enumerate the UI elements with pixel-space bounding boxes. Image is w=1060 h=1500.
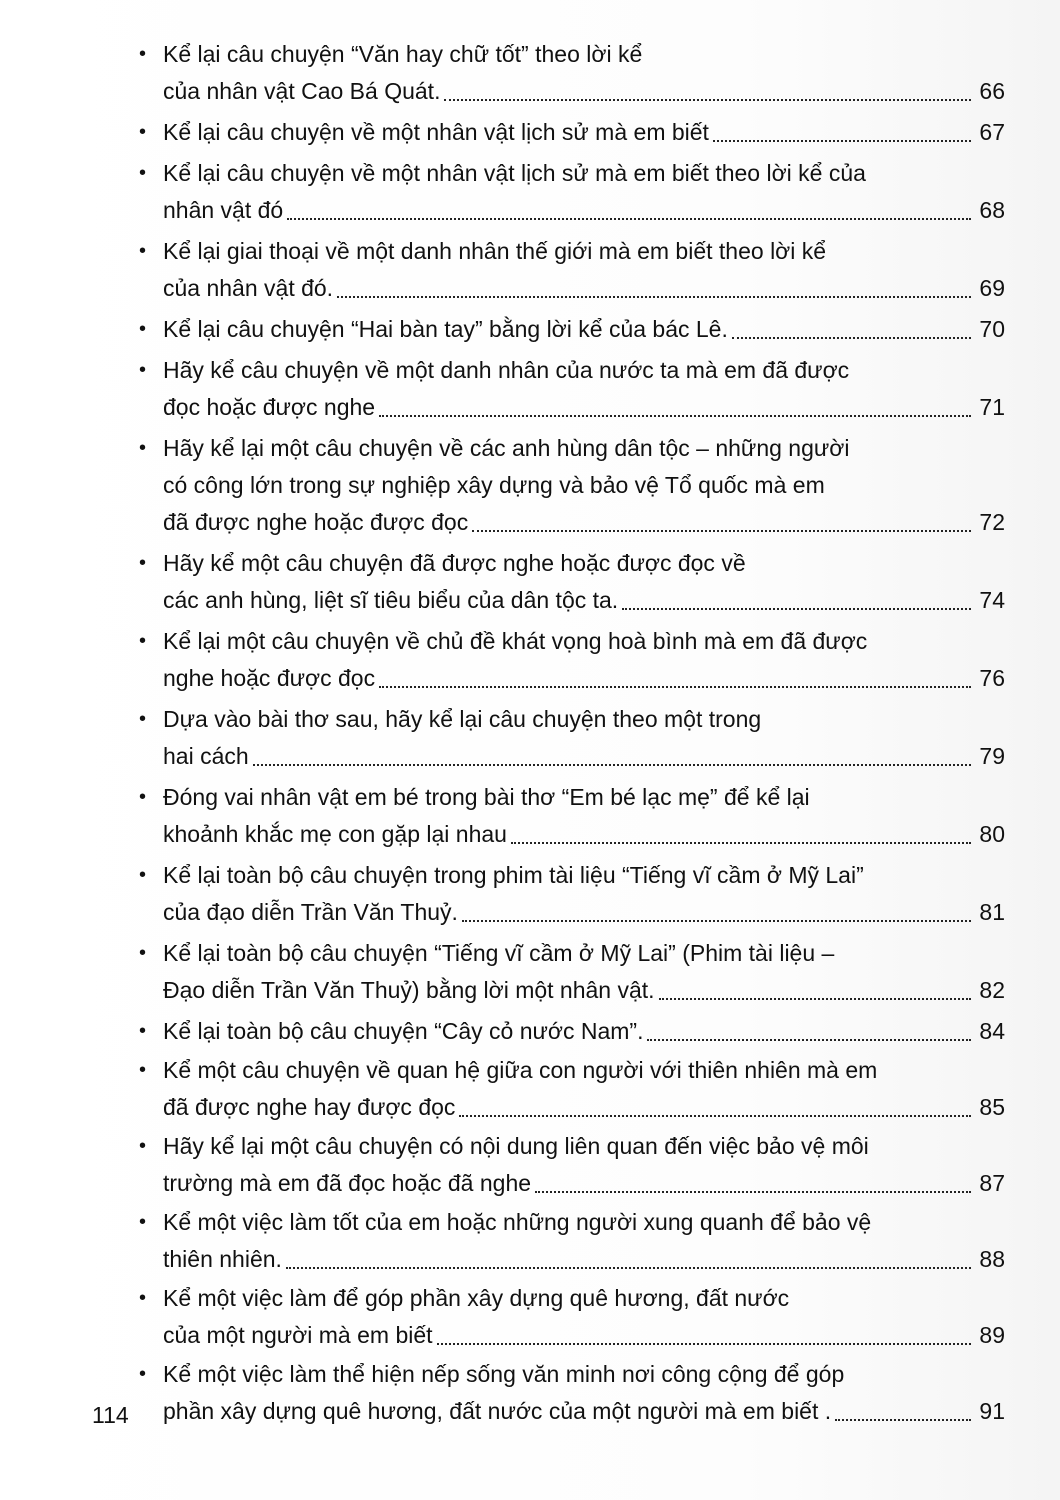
dot-leader bbox=[337, 296, 971, 298]
dot-leader bbox=[535, 1191, 971, 1193]
toc-entry-line bbox=[163, 467, 1005, 504]
dot-leader bbox=[437, 1343, 971, 1345]
dot-leader bbox=[287, 218, 971, 220]
toc-entry bbox=[135, 857, 1005, 931]
toc-entry-line bbox=[163, 233, 1005, 270]
dot-leader bbox=[659, 998, 971, 1000]
toc-entry-text: Kể một việc làm để góp phần xây dựng quê hương, đất nước bbox=[163, 1285, 790, 1311]
dot-leader bbox=[379, 415, 971, 417]
toc-entry bbox=[135, 36, 1005, 110]
toc-entry-line bbox=[163, 701, 1005, 738]
toc-page-number: 74 bbox=[979, 587, 1005, 613]
toc-entry-text: Kể lại giai thoại về một danh nhân thế giới mà em biết theo lời kể bbox=[163, 238, 827, 264]
bullet-icon: • bbox=[139, 864, 147, 886]
toc-entry bbox=[135, 1128, 1005, 1202]
toc-entry-text: của nhân vật Cao Bá Quát. bbox=[163, 78, 441, 104]
dot-leader bbox=[732, 337, 971, 339]
toc-page-number: 84 bbox=[979, 1018, 1005, 1044]
toc-entry bbox=[135, 114, 1005, 151]
toc-entry-line bbox=[163, 779, 1005, 816]
toc-entry-text: Kể lại câu chuyện về một nhân vật lịch sử mà em biết bbox=[163, 119, 709, 145]
toc-entry bbox=[135, 1204, 1005, 1278]
toc-entry-text: của một người mà em biết bbox=[163, 1322, 433, 1348]
toc-entry-line bbox=[163, 270, 1005, 307]
bullet-icon: • bbox=[139, 359, 147, 381]
toc-entry-text: Kể lại câu chuyện về một nhân vật lịch sử mà em biết theo lời kể của bbox=[163, 160, 866, 186]
toc-page-number: 68 bbox=[979, 197, 1005, 223]
toc-entry-line bbox=[163, 623, 1005, 660]
toc-page-number: 67 bbox=[979, 119, 1005, 145]
toc-entry-text: Đạo diễn Trần Văn Thuỷ) bằng lời một nhân vật. bbox=[163, 977, 655, 1003]
bullet-icon: • bbox=[139, 630, 147, 652]
toc-entry-text: Kể một việc làm tốt của em hoặc những người xung quanh để bảo vệ bbox=[163, 1209, 872, 1235]
toc-entry-text: thiên nhiên. bbox=[163, 1246, 282, 1272]
toc-entry-text: Kể một việc làm thể hiện nếp sống văn minh nơi công cộng để góp bbox=[163, 1361, 845, 1387]
bullet-icon: • bbox=[139, 786, 147, 808]
toc-entry-line bbox=[163, 192, 1005, 229]
bullet-icon: • bbox=[139, 1363, 147, 1385]
toc-page-number: 76 bbox=[979, 665, 1005, 691]
toc-entry-line bbox=[163, 1280, 1005, 1317]
bullet-icon: • bbox=[139, 1135, 147, 1157]
toc-entry-text: của nhân vật đó. bbox=[163, 275, 334, 301]
toc-entry-text: đã được nghe hoặc được đọc bbox=[163, 509, 469, 535]
toc-entry-line bbox=[163, 816, 1005, 853]
bullet-icon: • bbox=[139, 552, 147, 574]
toc-entry bbox=[135, 701, 1005, 775]
bullet-icon: • bbox=[139, 162, 147, 184]
toc-entry-line bbox=[163, 1052, 1005, 1089]
toc-page-number: 72 bbox=[979, 509, 1005, 535]
toc-entry-text: khoảnh khắc mẹ con gặp lại nhau bbox=[163, 821, 507, 847]
bullet-icon: • bbox=[139, 318, 147, 340]
toc-entry-text: đọc hoặc được nghe bbox=[163, 394, 376, 420]
toc-entry bbox=[135, 545, 1005, 619]
toc-entry-line bbox=[163, 894, 1005, 931]
toc-entry-line bbox=[163, 660, 1005, 697]
toc-entry-line bbox=[163, 545, 1005, 582]
toc-entry-text: trường mà em đã đọc hoặc đã nghe bbox=[163, 1170, 532, 1196]
toc-entry bbox=[135, 233, 1005, 307]
toc-entry-text: Kể một câu chuyện về quan hệ giữa con người với thiên nhiên mà em bbox=[163, 1057, 878, 1083]
toc-page-number: 71 bbox=[979, 394, 1005, 420]
toc-entry-text: hai cách bbox=[163, 743, 249, 769]
bullet-icon: • bbox=[139, 708, 147, 730]
bullet-icon: • bbox=[139, 437, 147, 459]
toc-entry-line bbox=[163, 504, 1005, 541]
bullet-icon: • bbox=[139, 1211, 147, 1233]
toc-entry-line bbox=[163, 36, 1005, 73]
toc-entry bbox=[135, 1052, 1005, 1126]
toc-entry-line bbox=[163, 114, 1005, 151]
toc-entry-line bbox=[163, 1356, 1005, 1393]
toc-entry bbox=[135, 779, 1005, 853]
toc-page-number: 89 bbox=[979, 1322, 1005, 1348]
toc-entry-text: của đạo diễn Trần Văn Thuỷ. bbox=[163, 899, 458, 925]
toc-entry bbox=[135, 935, 1005, 1009]
toc-page-number: 82 bbox=[979, 977, 1005, 1003]
toc-entry-line bbox=[163, 1089, 1005, 1126]
toc-page-number: 81 bbox=[979, 899, 1005, 925]
toc-page-number: 69 bbox=[979, 275, 1005, 301]
toc-page-number: 91 bbox=[979, 1398, 1005, 1424]
toc-entry bbox=[135, 311, 1005, 348]
dot-leader bbox=[253, 764, 971, 766]
dot-leader bbox=[459, 1115, 971, 1117]
toc-entry-text: Hãy kể lại một câu chuyện về các anh hùng dân tộc – những người bbox=[163, 435, 850, 461]
toc-entry-line bbox=[163, 972, 1005, 1009]
toc-entry-text: Đóng vai nhân vật em bé trong bài thơ “Em bé lạc mẹ” để kể lại bbox=[163, 784, 810, 810]
toc-entry-text: Hãy kể câu chuyện về một danh nhân của nước ta mà em đã được bbox=[163, 357, 850, 383]
toc-page-number: 66 bbox=[979, 78, 1005, 104]
toc-entry-text: các anh hùng, liệt sĩ tiêu biểu của dân tộc ta. bbox=[163, 587, 619, 613]
dot-leader bbox=[622, 608, 971, 610]
toc-entry-line bbox=[163, 430, 1005, 467]
table-of-contents bbox=[135, 36, 1005, 1430]
toc-entry-text: Kể lại một câu chuyện về chủ đề khát vọng hoà bình mà em đã được bbox=[163, 628, 868, 654]
toc-entry-text: phần xây dựng quê hương, đất nước của một người mà em biết . bbox=[163, 1398, 832, 1424]
dot-leader bbox=[835, 1419, 971, 1421]
bullet-icon: • bbox=[139, 1287, 147, 1309]
toc-entry-text: nghe hoặc được đọc bbox=[163, 665, 376, 691]
dot-leader bbox=[647, 1039, 971, 1041]
toc-entry-text: Dựa vào bài thơ sau, hãy kể lại câu chuyện theo một trong bbox=[163, 706, 762, 732]
page-number: 114 bbox=[92, 1402, 129, 1428]
toc-entry bbox=[135, 430, 1005, 541]
dot-leader bbox=[511, 842, 971, 844]
toc-entry-line bbox=[163, 73, 1005, 110]
toc-entry bbox=[135, 155, 1005, 229]
toc-entry-line bbox=[163, 1128, 1005, 1165]
toc-entry-text: Hãy kể một câu chuyện đã được nghe hoặc được đọc về bbox=[163, 550, 746, 576]
dot-leader bbox=[286, 1267, 971, 1269]
toc-page-number: 87 bbox=[979, 1170, 1005, 1196]
toc-entry-line bbox=[163, 1013, 1005, 1050]
toc-page-number: 79 bbox=[979, 743, 1005, 769]
toc-entry-line bbox=[163, 155, 1005, 192]
dot-leader bbox=[444, 99, 971, 101]
bullet-icon: • bbox=[139, 1020, 147, 1042]
toc-page-number: 70 bbox=[979, 316, 1005, 342]
toc-entry-text: có công lớn trong sự nghiệp xây dựng và bảo vệ Tổ quốc mà em bbox=[163, 472, 825, 498]
toc-entry-line bbox=[163, 738, 1005, 775]
toc-entry-text: Kể lại toàn bộ câu chuyện “Tiếng vĩ cầm ở Mỹ Lai” (Phim tài liệu – bbox=[163, 940, 835, 966]
toc-entry-text: Hãy kể lại một câu chuyện có nội dung liên quan đến việc bảo vệ môi bbox=[163, 1133, 869, 1159]
toc-entry-line bbox=[163, 935, 1005, 972]
toc-page-number: 88 bbox=[979, 1246, 1005, 1272]
toc-entry-line bbox=[163, 389, 1005, 426]
toc-page-number: 80 bbox=[979, 821, 1005, 847]
toc-entry-line bbox=[163, 1204, 1005, 1241]
toc-page-number: 85 bbox=[979, 1094, 1005, 1120]
toc-entry-line bbox=[163, 1317, 1005, 1354]
bullet-icon: • bbox=[139, 121, 147, 143]
toc-entry-text: Kể lại toàn bộ câu chuyện trong phim tài liệu “Tiếng vĩ cầm ở Mỹ Lai” bbox=[163, 862, 864, 888]
toc-entry-line bbox=[163, 311, 1005, 348]
dot-leader bbox=[379, 686, 971, 688]
dot-leader bbox=[713, 140, 971, 142]
toc-entry-line bbox=[163, 1241, 1005, 1278]
toc-entry-line bbox=[163, 857, 1005, 894]
bullet-icon: • bbox=[139, 942, 147, 964]
toc-entry-text: Kể lại câu chuyện “Văn hay chữ tốt” theo lời kể bbox=[163, 41, 643, 67]
bullet-icon: • bbox=[139, 43, 147, 65]
toc-entry bbox=[135, 1013, 1005, 1050]
toc-entry-line bbox=[163, 1165, 1005, 1202]
toc-entry-line bbox=[163, 582, 1005, 619]
toc-entry-line bbox=[163, 352, 1005, 389]
toc-entry-line bbox=[163, 1393, 1005, 1430]
dot-leader bbox=[462, 920, 971, 922]
toc-entry-text: đã được nghe hay được đọc bbox=[163, 1094, 456, 1120]
toc-entry bbox=[135, 1280, 1005, 1354]
toc-entry-text: Kể lại toàn bộ câu chuyện “Cây cỏ nước Nam”. bbox=[163, 1018, 644, 1044]
dot-leader bbox=[472, 530, 971, 532]
toc-entry-text: Kể lại câu chuyện “Hai bàn tay” bằng lời kể của bác Lê. bbox=[163, 316, 728, 342]
toc-entry bbox=[135, 1356, 1005, 1430]
toc-entry bbox=[135, 623, 1005, 697]
bullet-icon: • bbox=[139, 1059, 147, 1081]
bullet-icon: • bbox=[139, 240, 147, 262]
toc-entry bbox=[135, 352, 1005, 426]
toc-entry-text: nhân vật đó bbox=[163, 197, 284, 223]
